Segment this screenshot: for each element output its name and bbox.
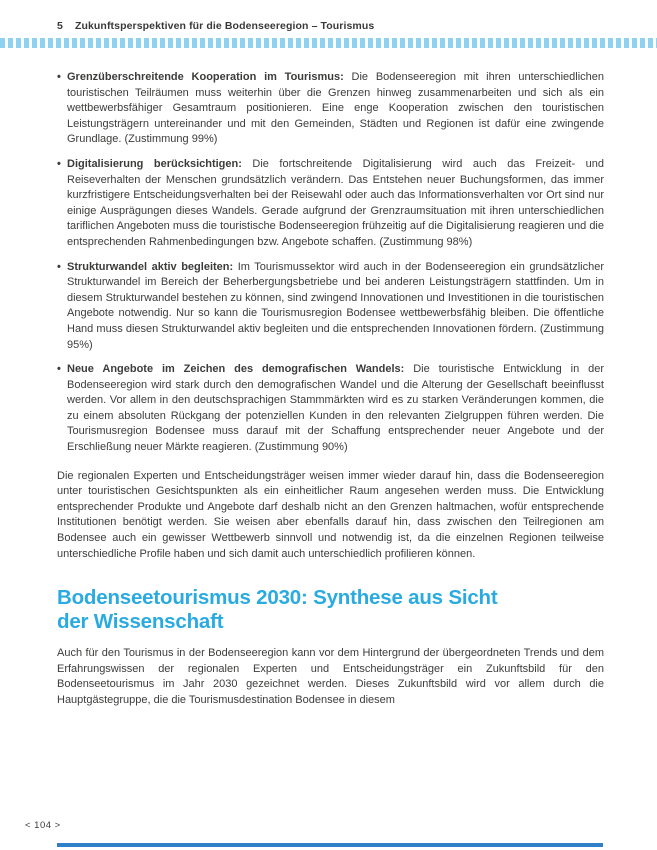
running-header-title: Zukunftsperspektiven für die Bodenseeregion – Tourismus	[74, 20, 375, 32]
bottom-rule	[57, 843, 603, 847]
list-item	[57, 362, 604, 456]
bullet-icon: •	[57, 363, 61, 376]
chapter-number: 5	[57, 20, 63, 32]
bullet-text: Die touristische Entwicklung in der Bodenseeregion wird stark durch den demografischen Wandel und die Alterung der Gesellschaft beeinflusst werden. Vor allem in den deutschsprachigen Stammmärkten wird es zu starken Veränderungen kommen, die zu einem absoluten Rückgang der potenziellen Kunden in den relevanten Zielgruppen führen werden. Die Tourismusregion Bodensee muss darauf mit der Schaffung entsprechender neuer Angebote und der Erschließung neuer Märkte reagieren. (Zustimmung 90%)	[67, 363, 604, 454]
section-heading-line2: der Wissenschaft	[57, 610, 224, 634]
bullet-icon: •	[57, 260, 61, 273]
section-heading	[57, 586, 604, 634]
bullet-list	[57, 70, 604, 456]
list-item	[57, 260, 604, 354]
bullet-label: Strukturwandel aktiv begleiten:	[67, 260, 234, 273]
bullet-icon: •	[57, 157, 61, 170]
bullet-label: Neue Angebote im Zeichen des demografischen Wandels:	[67, 363, 405, 376]
bullet-label: Grenzüberschreitende Kooperation im Tourismus:	[67, 71, 344, 83]
section-heading-line1: Bodenseetourismus 2030: Synthese aus Sicht	[57, 586, 498, 610]
list-item	[57, 157, 604, 251]
bullet-text: Die fortschreitende Digitalisierung wird auch das Freizeit- und Reiseverhalten der Menschen grundsätzlich verändern. Das Entstehen neuer Buchungsformen, das immer kurzfristigere Entscheidungsverhalten bei der Reisewahl oder auch das Informationsverhalten vor Ort sind nur einige Ausprägungen dieses Wandels. Gerade aufgrund der Grenzraumsituation mit ihren unterschiedlichen tariflichen Angeboten muss die touristische Bodenseeregion frühzeitig auf die Digitalisierung reagieren und die entsprechenden Rahmenbedingungen bzw. Angebote schaffen. (Zustimmung 98%)	[67, 157, 604, 248]
dashed-divider-rule	[0, 38, 657, 48]
bullet-text: Die Bodenseeregion mit ihren unterschiedlichen touristischen Teilräumen muss weiterhin über die Grenzen hinweg zusammenarbeiten und sich als ein wettbewerbsfähiger Gesamtraum positionieren. Eine enge Kooperation zwischen den touristischen Leistungsträgern untereinander und mit den Gemeinden, Städten und Regionen ist dafür eine zwingende Grundlage. (Zustimmung 99%)	[67, 71, 604, 146]
bullet-text: Im Tourismussektor wird auch in der Bodenseeregion ein grundsätzlicher Strukturwandel im Bereich der Beherbergungsbetriebe und bei anderen Leistungsträgern stattfinden. Um in diesem Strukturwandel bestehen zu können, sind zwingend Innovationen und Investitionen in die touristischen Angebote notwendig. Nur so kann die Tourismusregion Bodensee wettbewerbsfähig bleiben. Die öffentliche Hand muss diesen Strukturwandel aktiv begleiten und die entsprechenden Innovationen fördern. (Zustimmung 95%)	[67, 260, 604, 351]
paragraph-regional-experts: Die regionalen Experten und Entscheidungsträger weisen immer wieder darauf hin, dass die Bodenseeregion unter touristischen Gesichtspunkten als ein einheitlicher Raum angesehen werden muss. Die Entwicklung entsprechender Produkte und Angebote darf deshalb nicht an den Grenzen haltmachen, wofür entsprechende Institutionen benötigt werden. Sie weisen aber ebenfalls darauf hin, dass zwischen den Teilregionen am Bodensee auch ein gewisser Wettbewerb sinnvoll und notwendig ist, da die einzelnen Regionen teilweise unterschiedliche Profile haben und sich damit auch unterschiedlich profilieren können.	[57, 469, 604, 560]
bullet-icon: •	[57, 71, 61, 83]
list-item	[57, 70, 604, 148]
running-header	[57, 20, 374, 32]
bullet-label: Digitalisierung berücksichtigen:	[67, 157, 242, 170]
page-number: < 104 >	[25, 820, 61, 831]
paragraph-synthese: Auch für den Tourismus in der Bodenseeregion kann vor dem Hintergrund der übergeordneten Trends und dem Erfahrungswissen der regionalen Experten und Entscheidungsträger ein Zukunftsbild für den Bodenseetourismus im Jahr 2030 gezeichnet werden. Dieses Zukunftsbild wird vor allem durch die Hauptgästegruppe, die die Tourismusdestination Bodensee in diesem	[57, 647, 604, 706]
page-content	[57, 70, 604, 709]
